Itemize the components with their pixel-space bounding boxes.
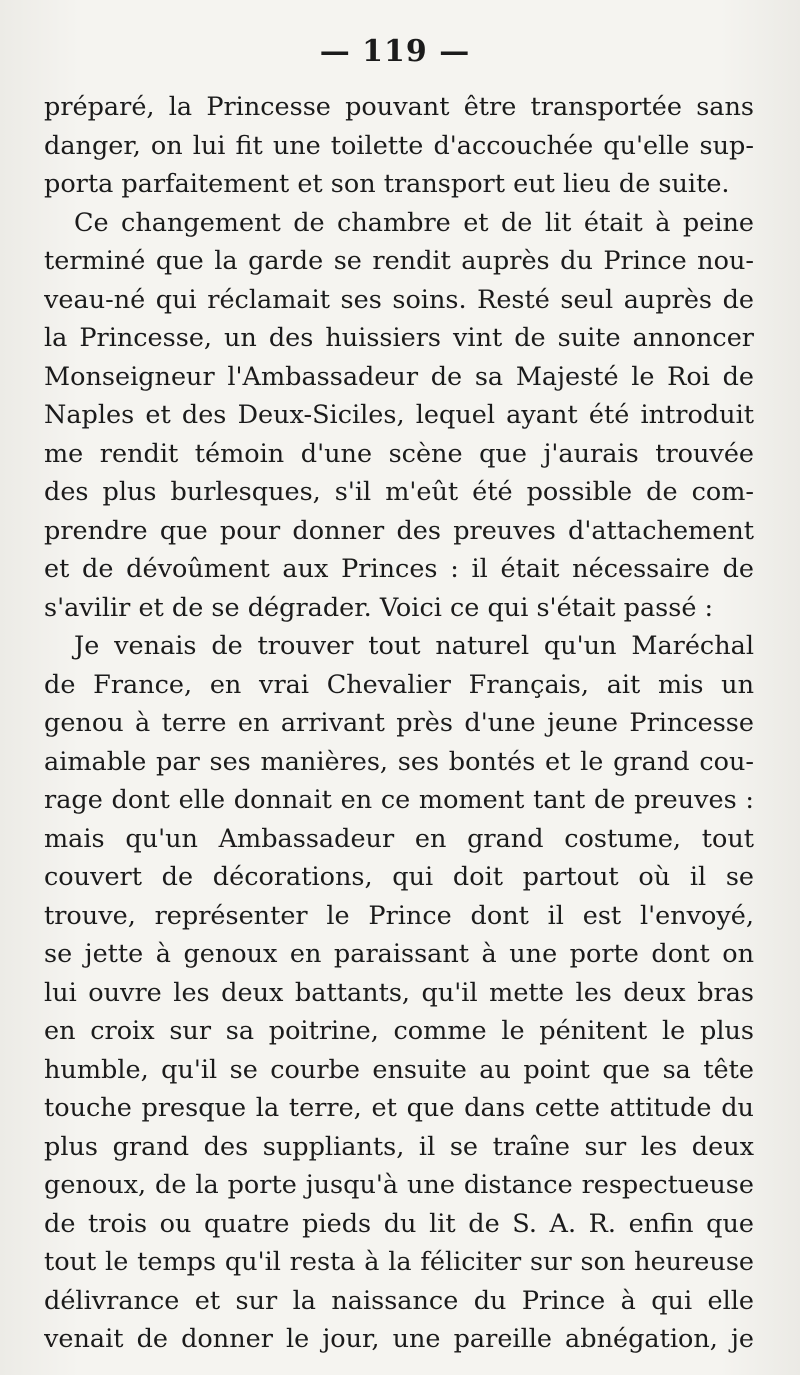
text-line: porta parfaitement et son transport eut lieu de suite. xyxy=(44,169,730,199)
text-line: humble, qu'il se courbe ensuite au point que sa tête xyxy=(44,1054,754,1085)
text-line: plus grand des suppliants, il se traîne sur les deux xyxy=(44,1131,754,1162)
text-line: mais qu'un Ambassadeur en grand costume, tout xyxy=(44,823,754,854)
text-line: tout le temps qu'il resta à la féliciter sur son heureuse xyxy=(44,1247,754,1277)
text-line: genou à terre en arrivant près d'une jeune Princesse xyxy=(44,708,754,738)
text-line: de France, en vrai Chevalier Français, ait mis un xyxy=(44,669,754,700)
text-line: s'avilir et de se dégrader. Voici ce qui s'était passé : xyxy=(44,592,714,623)
text-line: terminé que la garde se rendit auprès du Prince nou- xyxy=(44,246,754,276)
text-line: veau-né qui réclamait ses soins. Resté seul auprès de xyxy=(44,284,754,315)
text-line: Naples et des Deux-Siciles, lequel ayant été introduit xyxy=(44,400,754,430)
text-line: trouve, représenter le Prince dont il est l'envoyé, xyxy=(44,900,754,931)
text-line: Ce changement de chambre et de lit était à peine xyxy=(74,207,754,238)
text-line: se jette à genoux en paraissant à une porte dont on xyxy=(44,939,754,969)
text-line: lui ouvre les deux battants, qu'il mette les deux bras xyxy=(44,977,754,1008)
text-line: couvert de décorations, qui doit partout où il se xyxy=(44,862,754,892)
text-line: préparé, la Princesse pouvant être transportée sans xyxy=(44,92,754,122)
text-line: Monseigneur l'Ambassadeur de sa Majesté le Roi de xyxy=(44,361,754,392)
body-text xyxy=(44,88,754,1359)
page-number: — 119 — xyxy=(319,34,471,69)
text-line: genoux, de la porte jusqu'à une distance respectueuse xyxy=(44,1170,754,1200)
text-line: des plus burlesques, s'il m'eût été possible de com- xyxy=(44,477,754,507)
text-line: la Princesse, un des huissiers vint de suite annoncer xyxy=(44,323,754,353)
text-line: et de dévoûment aux Princes : il était nécessaire de xyxy=(44,554,754,584)
text-line: aimable par ses manières, ses bontés et le grand cou- xyxy=(44,746,754,777)
text-line: de trois ou quatre pieds du lit de S. A. R. enfin que xyxy=(44,1208,754,1239)
text-line: me rendit témoin d'une scène que j'aurais trouvée xyxy=(44,438,754,469)
text-line: délivrance et sur la naissance du Prince à qui elle xyxy=(44,1285,754,1316)
text-line: venait de donner le jour, une pareille abnégation, je xyxy=(44,1324,754,1354)
text-line: rage dont elle donnait en ce moment tant de preuves : xyxy=(44,785,754,815)
text-line: en croix sur sa poitrine, comme le pénitent le plus xyxy=(44,1016,754,1046)
text-line: danger, on lui fit une toilette d'accouchée qu'elle sup- xyxy=(44,130,754,161)
text-line: Je venais de trouver tout naturel qu'un Maréchal xyxy=(74,631,754,661)
text-line: touche presque la terre, et que dans cette attitude du xyxy=(44,1093,754,1123)
text-line: prendre que pour donner des preuves d'attachement xyxy=(44,515,754,546)
